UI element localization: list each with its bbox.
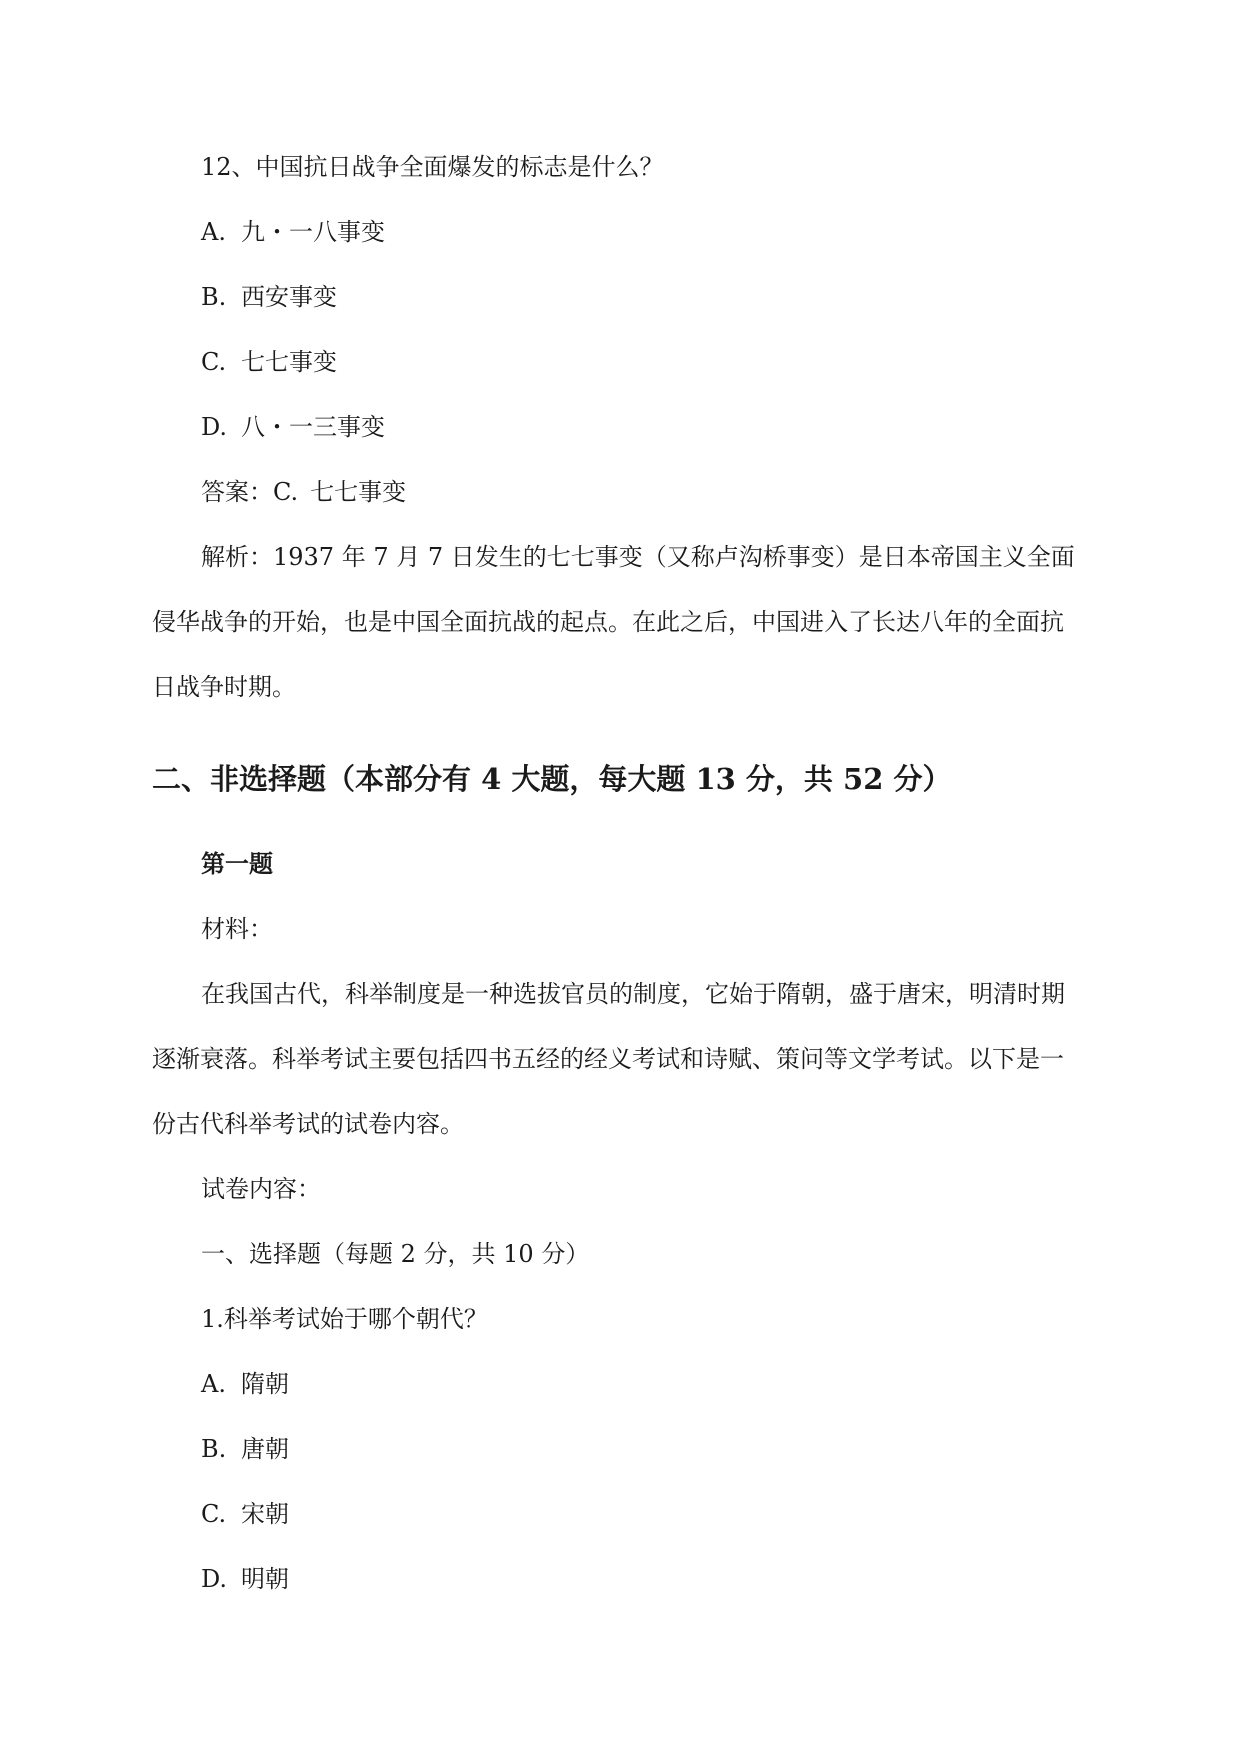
material-label: 材料： [201, 915, 273, 943]
option-letter: B. [201, 283, 227, 311]
sub-option-d [201, 1563, 289, 1595]
sub-option-a [201, 1368, 289, 1400]
material-line-1: 在我国古代，科举制度是一种选拔官员的制度，它始于隋朝，盛于唐宋，明清时期 [201, 980, 1065, 1008]
option-text: 宋朝 [241, 1500, 289, 1528]
material-line-3: 份古代科举考试的试卷内容。 [152, 1110, 464, 1138]
sub-option-b [201, 1433, 289, 1465]
option-letter: C. [201, 348, 227, 376]
option-letter: A. [201, 218, 226, 246]
analysis-line-3: 日战争时期。 [152, 673, 296, 701]
sub-option-c [201, 1498, 289, 1530]
answer-text: 七七事变 [310, 478, 407, 506]
option-text: 明朝 [241, 1565, 289, 1593]
answer-line [201, 476, 406, 508]
option-letter: C. [201, 1500, 227, 1528]
answer-label: 答案：C. [201, 478, 299, 506]
analysis-line-2: 侵华战争的开始，也是中国全面抗战的起点。在此之后，中国进入了长达八年的全面抗 [152, 608, 1064, 636]
option-text: 八・一三事变 [241, 413, 385, 441]
option-letter: D. [201, 413, 228, 441]
question-1-title: 第一题 [201, 849, 273, 878]
option-letter: B. [201, 1435, 227, 1463]
analysis-line-1: 解析：1937 年 7 月 7 日发生的七七事变（又称卢沟桥事变）是日本帝国主义全面 [201, 543, 1075, 571]
option-a [201, 216, 385, 248]
option-c [201, 346, 337, 378]
option-letter: A. [201, 1370, 226, 1398]
option-d [201, 411, 385, 443]
question-12: 12、中国抗日战争全面爆发的标志是什么？ [201, 153, 664, 181]
option-text: 唐朝 [241, 1435, 289, 1463]
option-text: 七七事变 [241, 348, 337, 376]
section-title: 二、非选择题（本部分有 4 大题，每大题 13 分，共 52 分） [152, 762, 952, 796]
sub-question-1: 1.科举考试始于哪个朝代？ [201, 1305, 488, 1333]
option-b [201, 281, 337, 313]
material-line-2: 逐渐衰落。科举考试主要包括四书五经的经义考试和诗赋、策问等文学考试。以下是一 [152, 1045, 1064, 1073]
option-text: 九・一八事变 [241, 218, 385, 246]
option-letter: D. [201, 1565, 228, 1593]
paper-label: 试卷内容： [201, 1175, 321, 1203]
option-text: 西安事变 [241, 283, 337, 311]
option-text: 隋朝 [241, 1370, 289, 1398]
paper-section-heading: 一、选择题（每题 2 分，共 10 分） [201, 1240, 590, 1268]
